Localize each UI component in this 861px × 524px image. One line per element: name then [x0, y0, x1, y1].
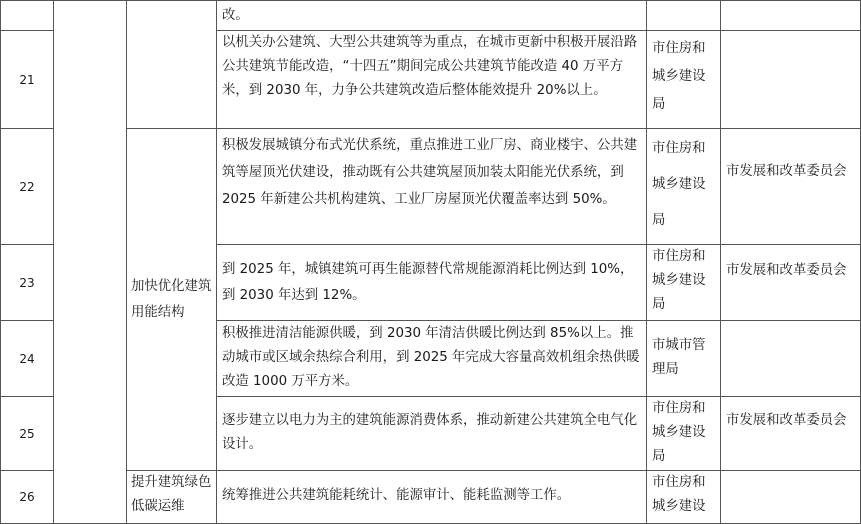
task-content: 积极发展城镇分布式光伏系统，重点推进工业厂房、商业楼宇、公共建筑等屋顶光伏建设，推动既有公共建筑屋顶加装太阳能光伏系统，到 2025 年新建公共机构建筑、工业厂房屋顶光伏覆盖率达到 50%。: [222, 138, 638, 207]
lead-department: 市住房和城乡建设局: [652, 141, 706, 228]
row-number: 24: [19, 351, 35, 366]
task-content: 统筹推进公共建筑能耗统计、能源审计、能耗监测等工作。: [222, 488, 571, 503]
col-divider: [53, 0, 54, 524]
row-number: 21: [19, 72, 35, 87]
task-content: 以机关办公建筑、大型公共建筑等为重点，在城市更新中积极开展沿路公共建筑节能改造，“十四五”期间完成公共建筑节能改造 40 万平方米，到 2030 年，力争公共建筑改造后整体能效提升 20%以上。: [222, 35, 638, 98]
task-content: 改。: [222, 8, 249, 23]
col-divider: [216, 0, 217, 524]
row-number: 26: [19, 490, 35, 504]
row-number: 23: [19, 275, 35, 290]
table-row: [218, 1, 646, 30]
lead-department: 市住房和城乡建设局: [652, 249, 706, 312]
cooperating-department: 市发展和改革委员会: [726, 413, 847, 428]
category-label: 提升建筑绿色低碳运维: [131, 475, 212, 514]
cooperating-department: 市发展和改革委员会: [726, 164, 847, 179]
row-number: 22: [19, 179, 35, 194]
lead-department: 市住房和城乡建设局: [652, 41, 706, 112]
col-divider: [646, 0, 647, 524]
category-cell: [127, 129, 216, 470]
col-divider: [720, 0, 721, 524]
task-content: 积极推进清洁能源供暖，到 2030 年清洁供暖比例达到 85%以上。推动城市或区域余热综合利用，到 2025 年完成大容量高效机组余热供暖改造 1000 万平方米。: [222, 326, 640, 389]
lead-department: 市住房和城乡建设: [652, 475, 706, 514]
category-label: 加快优化建筑用能结构: [131, 278, 212, 320]
row-number: 25: [19, 426, 35, 441]
lead-department: 市城市管理局: [652, 338, 706, 377]
lead-department: 市住房和城乡建设局: [652, 401, 706, 464]
cooperating-department: 市发展和改革委员会: [726, 263, 847, 278]
task-content: 逐步建立以电力为主的建筑能源消费体系，推动新建公共建筑全电气化设计。: [222, 413, 638, 452]
task-content: 到 2025 年，城镇建筑可再生能源替代常规能源消耗比例达到 10%，到 2030 年达到 12%。: [222, 262, 634, 303]
